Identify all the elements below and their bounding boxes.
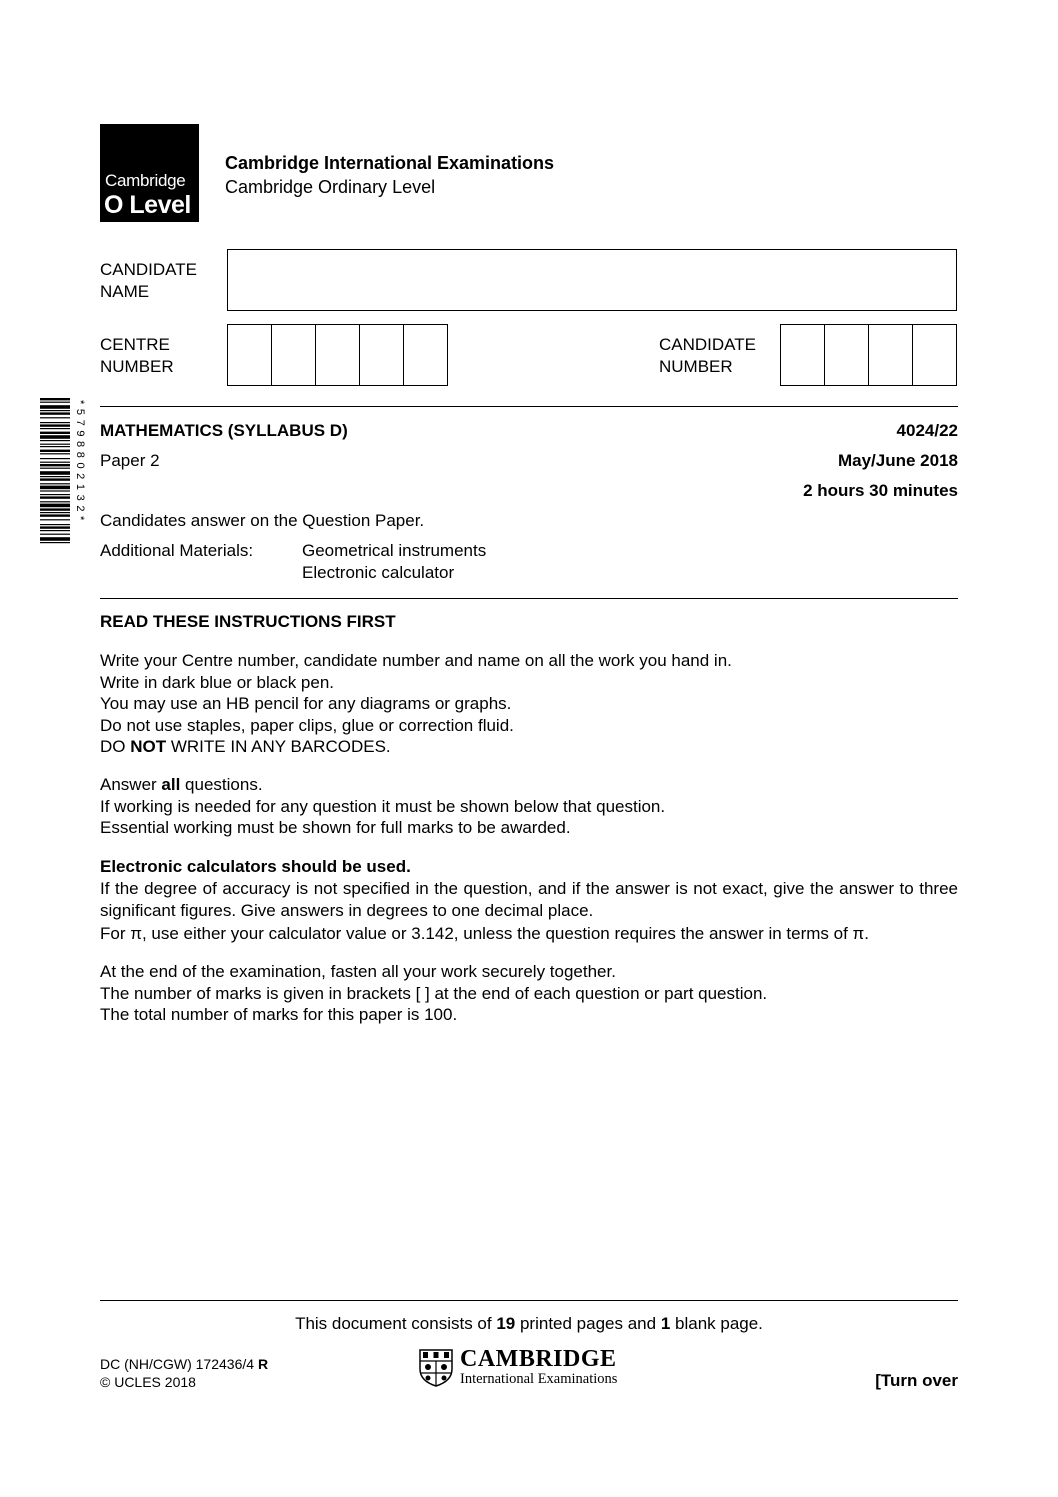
copyright: © UCLES 2018: [100, 1374, 196, 1390]
barcode-bar: [40, 501, 70, 502]
barcode-bar: [40, 446, 70, 447]
instruction-line: You may use an HB pencil for any diagrams or graphs.: [100, 694, 512, 713]
instruction-line: Write your Centre number, candidate number and name on all the work you hand in.: [100, 651, 732, 670]
centre-number-cell[interactable]: [404, 325, 447, 385]
barcode-bar: [40, 490, 70, 491]
barcode-bar: [40, 464, 70, 466]
barcode-bar: [40, 405, 70, 409]
exam-duration: 2 hours 30 minutes: [803, 481, 958, 500]
instruction-line: Essential working must be shown for full marks to be awarded.: [100, 818, 571, 837]
candidate-number-cell[interactable]: [781, 325, 825, 385]
instruction-line: DO NOT WRITE IN ANY BARCODES.: [100, 737, 391, 756]
barcode-bar: [40, 450, 70, 452]
instructions-block-1: [100, 650, 958, 758]
barcode-bar: [40, 494, 70, 495]
barcode-bar: [40, 412, 70, 414]
barcode-bar: [40, 483, 70, 484]
instruction-line: The number of marks is given in brackets [ ] at the end of each question or part question.: [100, 983, 768, 1003]
barcode-bar: [40, 417, 70, 418]
barcode-bar: [40, 537, 70, 541]
qualification-title: Cambridge Ordinary Level: [225, 177, 436, 197]
subject-title: MATHEMATICS (SYLLABUS D): [100, 421, 348, 440]
barcode-bar: [40, 478, 70, 480]
barcode-bar: [40, 468, 70, 469]
divider-top: [100, 406, 958, 407]
centre-number-cell[interactable]: [272, 325, 316, 385]
page-count-note: This document consists of 19 printed pages and 1 blank page.: [295, 1314, 763, 1333]
turn-over: [Turn over: [875, 1371, 958, 1390]
barcode-bar: [40, 524, 70, 525]
divider-footer: [100, 1300, 958, 1301]
barcode-bars: [40, 398, 70, 543]
barcode-bar: [40, 534, 70, 535]
centre-number-cell[interactable]: [316, 325, 360, 385]
instructions-block-3: [100, 961, 958, 1026]
instructions-heading: READ THESE INSTRUCTIONS FIRST: [100, 612, 396, 631]
candidate-number-field[interactable]: [780, 324, 957, 386]
barcode-bar: [40, 444, 70, 445]
barcode-bar: [40, 471, 70, 475]
instruction-line: At the end of the examination, fasten all your work securely together.: [100, 962, 616, 981]
centre-number-cell[interactable]: [360, 325, 404, 385]
candidate-number-cell[interactable]: [825, 325, 869, 385]
barcode-bar: [40, 453, 70, 454]
instruction-line: The total number of marks for this paper is 100.: [100, 1005, 458, 1024]
document-reference: DC (NH/CGW) 172436/4 R: [100, 1356, 269, 1372]
barcode-bar: [40, 542, 70, 543]
cambridge-crest-icon: [419, 1349, 453, 1387]
instructions-block-2: [100, 774, 958, 839]
material-item: Electronic calculator: [302, 563, 455, 582]
candidate-number-cell[interactable]: [869, 325, 913, 385]
instruction-line: Answer all questions.: [100, 775, 263, 794]
candidate-number-cell[interactable]: [913, 325, 956, 385]
barcode-bar: [40, 435, 70, 439]
barcode: [40, 398, 86, 598]
barcode-bar: [40, 519, 70, 520]
materials-label: Additional Materials:: [100, 541, 254, 560]
barcode-bar: [40, 402, 70, 403]
barcode-bar: [40, 508, 70, 510]
barcode-bar: [40, 526, 70, 528]
barcode-bar: [40, 432, 70, 434]
barcode-bar: [40, 514, 70, 516]
pi-instruction: For π, use either your calculator value or 3.142, unless the question requires the answer in terms of π.: [100, 923, 870, 943]
barcode-bar: [40, 422, 70, 423]
candidate-name-field[interactable]: [227, 249, 957, 311]
barcode-text: *5798802132*: [74, 400, 86, 525]
calculator-heading: Electronic calculators should be used.: [100, 857, 411, 876]
centre-number-field[interactable]: [227, 324, 448, 386]
cambridge-o-level-logo: [100, 124, 199, 222]
barcode-bar: [40, 410, 70, 411]
materials-list: [302, 540, 486, 584]
paper-number: Paper 2: [100, 451, 160, 470]
barcode-bar: [40, 424, 70, 426]
exam-board-title: Cambridge International Examinations: [225, 153, 555, 173]
candidate-number-label: CANDIDATE NUMBER: [659, 335, 756, 376]
barcode-bar: [40, 440, 70, 441]
candidate-name-label: CANDIDATE NAME: [100, 260, 197, 301]
syllabus-code: 4024/22: [896, 421, 958, 440]
barcode-bar: [40, 462, 70, 463]
barcode-bar: [40, 530, 70, 531]
barcode-bar: [40, 458, 70, 459]
barcode-bar: [40, 496, 70, 498]
barcode-bar: [40, 476, 70, 477]
cambridge-subtitle: International Examinations: [460, 1371, 618, 1387]
exam-session: May/June 2018: [837, 451, 958, 470]
accuracy-instruction: If the degree of accuracy is not specified in the question, and if the answer is not exact, give the answer to three significant figures. Give answers in degrees to one decimal place.: [100, 878, 958, 920]
centre-number-cell[interactable]: [228, 325, 272, 385]
logo-line-2: O Level: [104, 191, 191, 219]
barcode-bar: [40, 486, 70, 490]
instruction-line: If working is needed for any question it must be shown below that question.: [100, 796, 666, 816]
barcode-bar: [40, 398, 70, 400]
barcode-bar: [40, 504, 70, 508]
barcode-bar: [40, 428, 70, 429]
barcode-bar: [40, 512, 70, 513]
instruction-line: Do not use staples, paper clips, glue or correction fluid.: [100, 715, 514, 735]
material-item: Geometrical instruments: [302, 541, 487, 560]
logo-line-1: Cambridge: [105, 171, 186, 190]
instruction-line: Write in dark blue or black pen.: [100, 672, 335, 692]
calculator-instructions: [100, 856, 958, 944]
cambridge-wordmark: CAMBRIDGE: [460, 1346, 617, 1372]
divider-middle: [100, 598, 958, 599]
answer-instruction: Candidates answer on the Question Paper.: [100, 511, 425, 530]
centre-number-label: CENTRE NUMBER: [100, 335, 174, 376]
